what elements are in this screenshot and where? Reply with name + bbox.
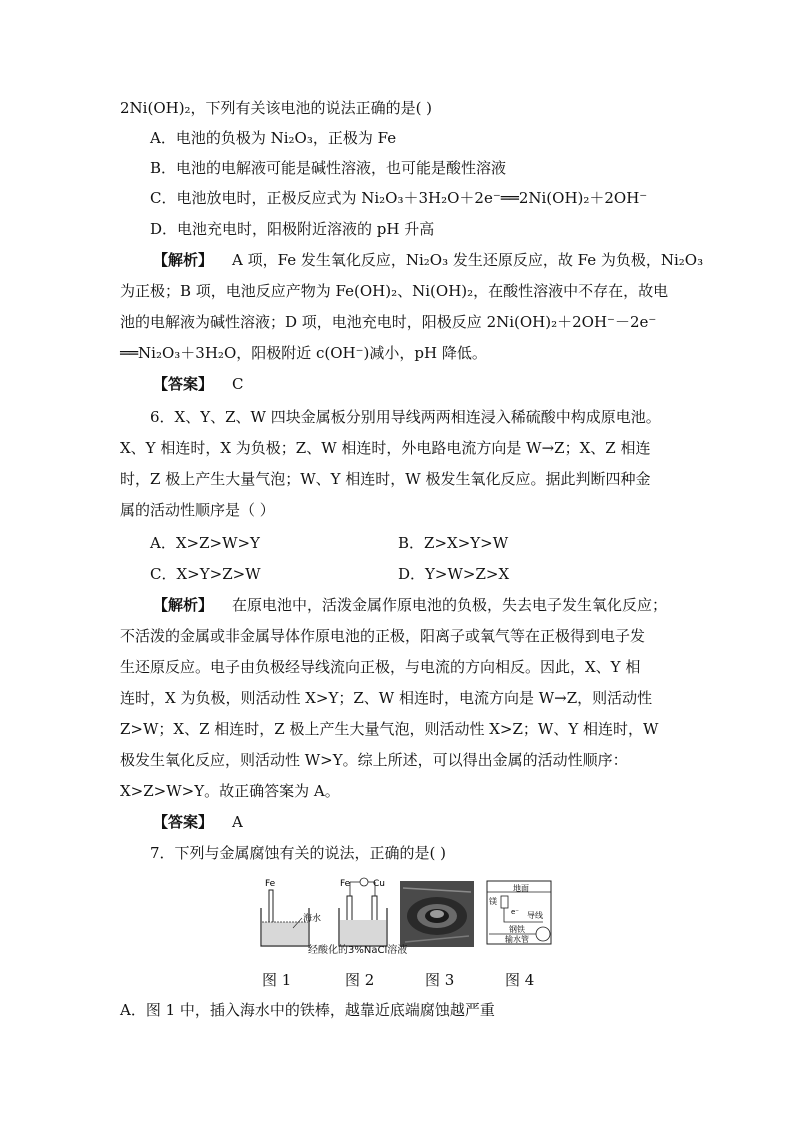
fig4-mg-label: 镁 bbox=[489, 897, 497, 906]
q5-answer: C bbox=[232, 375, 244, 393]
q6-analysis-line: 连时，X 为负极，则活动性 X>Y；Z、W 相连时，电流方向是 W→Z，则活动性 bbox=[120, 689, 653, 707]
q6-analysis-line: X>Z>W>Y。故正确答案为 A。 bbox=[120, 782, 340, 800]
q5-analysis-label: 【解析】 bbox=[153, 251, 214, 269]
q7-stem: 7．下列与金属腐蚀有关的说法，正确的是( ) bbox=[150, 844, 447, 862]
q6-analysis-label: 【解析】 bbox=[153, 596, 214, 614]
q6-analysis-line: 在原电池中，活泼金属作原电池的负极，失去电子发生氧化反应； bbox=[232, 596, 668, 614]
q6-stem-line: 属的活动性顺序是（ ） bbox=[120, 501, 275, 519]
fig3-caption: 图 3 bbox=[425, 971, 455, 989]
q5-answer-label: 【答案】 bbox=[153, 375, 214, 393]
figure-1-beaker bbox=[261, 879, 321, 946]
q5-stem-tail: 2Ni(OH)₂，下列有关该电池的说法正确的是( ) bbox=[120, 99, 433, 117]
q5-analysis-line: 池的电解液为碱性溶液；D 项，电池充电时，阳极反应 2Ni(OH)₂＋2OH⁻－2e⁻ bbox=[120, 313, 657, 331]
figure-4-cathodic-protection bbox=[487, 881, 551, 944]
fig2-cu-label: Cu bbox=[373, 879, 385, 889]
q5-analysis-line: 为正极；B 项，电池反应产物为 Fe(OH)₂、Ni(OH)₂，在酸性溶液中不存在，故电 bbox=[120, 282, 669, 300]
q5-analysis-line: ══Ni₂O₃＋3H₂O，阳极附近 c(OH⁻)减小，pH 降低。 bbox=[120, 344, 487, 362]
fig2-caption: 图 2 bbox=[345, 971, 375, 989]
q5-analysis-line: A 项，Fe 发生氧化反应，Ni₂O₃ 发生还原反应，故 Fe 为负极，Ni₂O₃ bbox=[232, 251, 704, 269]
q6-analysis-line: 不活泼的金属或非金属导体作原电池的正极，阳离子或氧气等在正极得到电子发 bbox=[120, 627, 646, 645]
fig2-solution-label: 经酸化的3%NaCl溶液 bbox=[308, 945, 408, 956]
q6-stem-line: X、Y 相连时，X 为负极；Z、W 相连时，外电路电流方向是 W→Z；X、Z 相连 bbox=[120, 439, 651, 457]
q6-option-c: C．X>Y>Z>W bbox=[150, 565, 261, 583]
fig4-caption: 图 4 bbox=[505, 971, 535, 989]
q6-option-d: D．Y>W>Z>X bbox=[398, 565, 510, 583]
q6-analysis-line: 极发生氧化反应，则活动性 W>Y。综上所述，可以得出金属的活动性顺序： bbox=[120, 751, 628, 769]
q5-option-a: A．电池的负极为 Ni₂O₃，正极为 Fe bbox=[150, 129, 397, 147]
q6-stem-line: 时，Z 极上产生大量气泡；W、Y 相连时，W 极发生氧化反应。据此判断四种金 bbox=[120, 470, 651, 488]
fig2-fe-label: Fe bbox=[340, 879, 351, 889]
fig4-ground-label: 地面 bbox=[513, 884, 529, 893]
q5-option-b: B．电池的电解液可能是碱性溶液，也可能是酸性溶液 bbox=[150, 159, 507, 177]
fig1-seawater-label: 海水 bbox=[303, 914, 322, 924]
q6-analysis-line: Z>W；X、Z 相连时，Z 极上产生大量气泡，则活动性 X>Z；W、Y 相连时，W bbox=[120, 720, 659, 738]
fig4-wire-label: 导线 bbox=[527, 911, 543, 920]
q6-analysis-line: 生还原反应。电子由负极经导线流向正极，与电流的方向相反。因此，X、Y 相 bbox=[120, 658, 641, 676]
q6-answer-label: 【答案】 bbox=[153, 813, 214, 831]
fig4-pipe-label-1: 钢铁 bbox=[509, 925, 525, 934]
q5-option-c: C．电池放电时，正极反应式为 Ni₂O₃＋3H₂O＋2e⁻══2Ni(OH)₂＋2OH⁻ bbox=[150, 189, 648, 207]
q6-answer: A bbox=[232, 813, 243, 831]
fig4-pipe-label-2: 输水管 bbox=[505, 935, 529, 944]
fig1-caption: 图 1 bbox=[262, 971, 292, 989]
figure-3-gas-stove-photo bbox=[400, 881, 474, 947]
fig1-fe-label: Fe bbox=[265, 879, 276, 889]
q5-option-d: D．电池充电时，阳极附近溶液的 pH 升高 bbox=[150, 220, 435, 238]
figure-2-cell bbox=[339, 878, 387, 946]
q6-option-b: B．Z>X>Y>W bbox=[398, 534, 509, 552]
q7-figures bbox=[255, 872, 555, 952]
q7-option-a: A．图 1 中，插入海水中的铁棒，越靠近底端腐蚀越严重 bbox=[120, 1001, 495, 1019]
q6-stem-line: 6．X、Y、Z、W 四块金属板分别用导线两两相连浸入稀硫酸中构成原电池。 bbox=[150, 408, 661, 426]
fig4-electron-label: e⁻ bbox=[511, 908, 520, 916]
q6-option-a: A．X>Z>W>Y bbox=[150, 534, 260, 552]
